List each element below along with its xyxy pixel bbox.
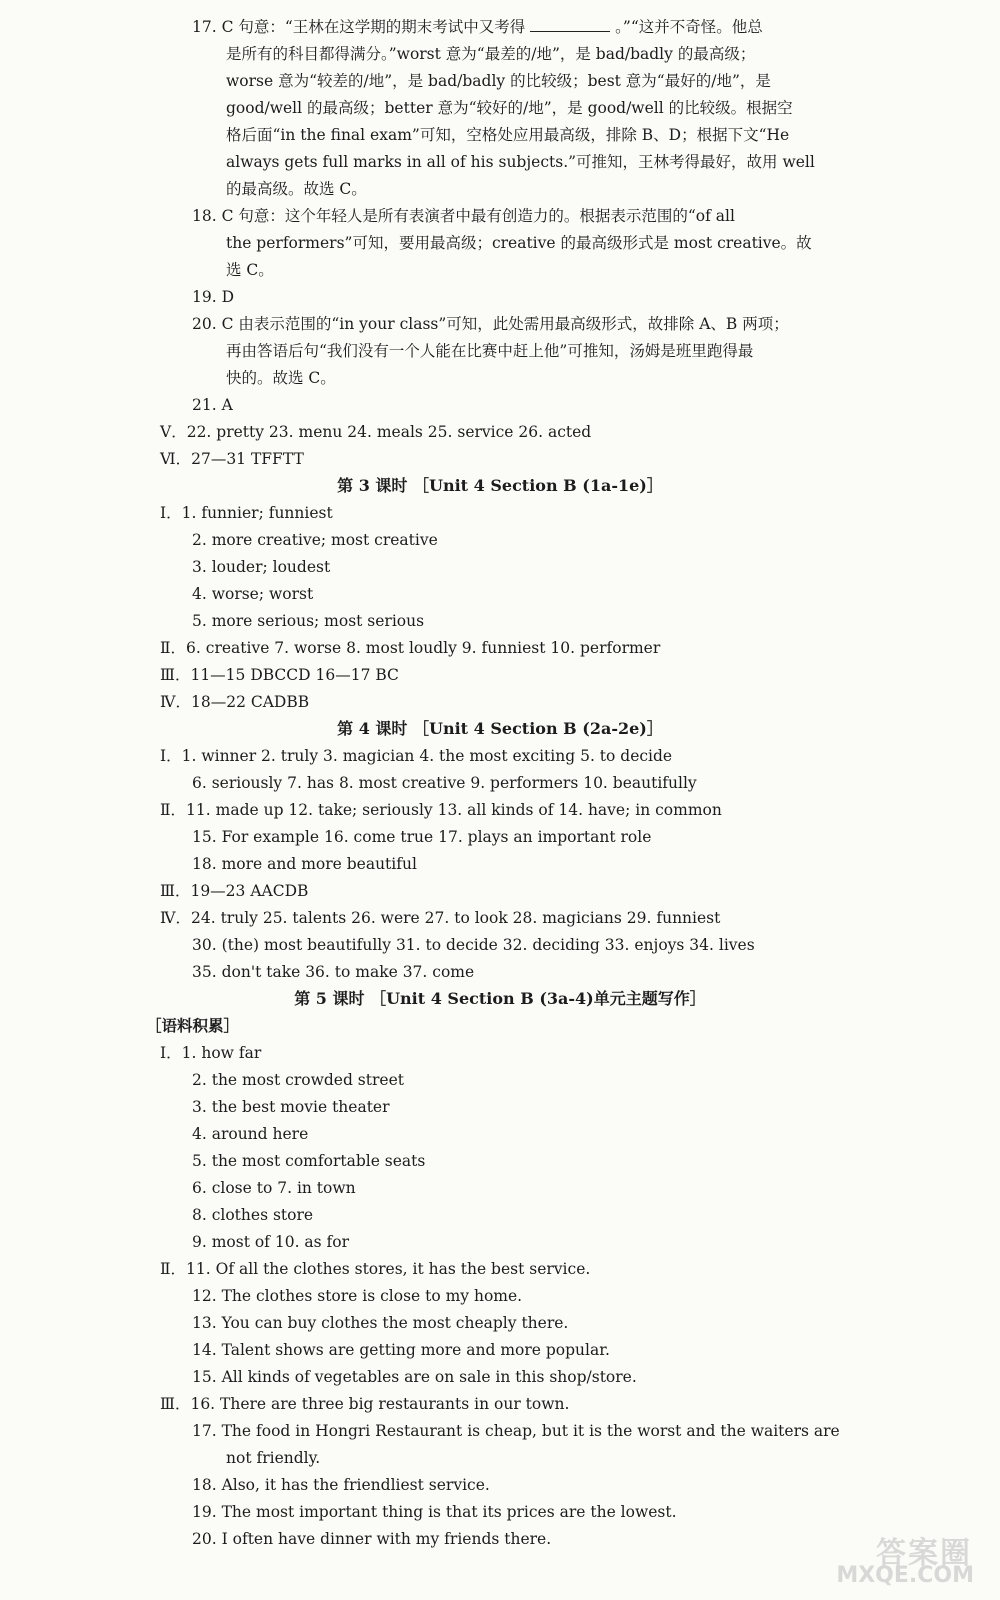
roman-numeral: Ⅲ．	[160, 882, 191, 900]
roman-numeral: Ⅰ．	[160, 1044, 182, 1062]
list-item: 6. creative 7. worse 8. most loudly 9. funniest 10. performer	[186, 639, 661, 657]
list-item: 12. The clothes store is close to my home.	[192, 1287, 523, 1305]
list-item: 13. You can buy clothes the most cheaply there.	[192, 1314, 569, 1332]
q17-text-b: 。”“这并不奇怪。他总	[615, 18, 763, 36]
list-item: 18. more and more beautiful	[192, 855, 417, 873]
lesson-5-title: 第 5 课时 ［Unit 4 Section B (3a-4)单元主题写作］	[294, 989, 706, 1008]
list-item: 18—22 CADBB	[191, 693, 310, 711]
roman-numeral: Ⅲ．	[160, 666, 191, 684]
list-item: 4. around here	[192, 1125, 309, 1143]
list-item: 1. how far	[181, 1044, 262, 1062]
q20-line-2: 再由答语后句“我们没有一个人能在比赛中赶上他”可推知，汤姆是班里跑得最	[226, 342, 754, 360]
list-item: 3. louder; loudest	[192, 558, 331, 576]
list-item: 14. Talent shows are getting more and more popular.	[192, 1341, 610, 1359]
q20-line-1: 20. C 由表示范围的“in your class”可知，此处需用最高级形式，故排除 A、B 两项；	[192, 315, 789, 333]
list-item: 6. seriously 7. has 8. most creative 9. performers 10. beautifully	[192, 774, 697, 792]
section-vi-answers: 27—31 TFFTT	[191, 450, 304, 468]
list-item: 20. I often have dinner with my friends there.	[192, 1530, 552, 1548]
list-item: 4. worse; worst	[192, 585, 314, 603]
roman-numeral: Ⅱ．	[160, 1260, 187, 1278]
list-item: 24. truly 25. talents 26. were 27. to look 28. magicians 29. funniest	[191, 909, 721, 927]
roman-numeral: Ⅴ．	[160, 423, 187, 441]
list-item: 9. most of 10. as for	[192, 1233, 350, 1251]
watermark-top-text: 答案圈	[876, 1536, 972, 1571]
list-item: 17. The food in Hongri Restaurant is cheap, but it is the worst and the waiters are	[192, 1422, 840, 1440]
q17-line-1	[192, 14, 763, 40]
list-item: 30. (the) most beautifully 31. to decide 32. deciding 33. enjoys 34. lives	[192, 936, 755, 954]
roman-numeral: Ⅲ．	[160, 1395, 191, 1413]
corpus-subhead: ［语料积累］	[146, 1016, 240, 1035]
q17-line-6: always gets full marks in all of his subjects.”可推知，王林考得最好，故用 well	[226, 153, 815, 171]
section-vi	[160, 446, 304, 472]
q21-line: 21. A	[192, 396, 233, 414]
section-v-answers: 22. pretty 23. menu 24. meals 25. service 26. acted	[186, 423, 592, 441]
q20-line-3: 快的。故选 C。	[226, 369, 336, 387]
lesson5-part-ii-row-1	[160, 1256, 590, 1282]
roman-numeral: Ⅰ．	[160, 504, 182, 522]
roman-numeral: Ⅱ．	[160, 639, 187, 657]
list-item: 1. winner 2. truly 3. magician 4. the most exciting 5. to decide	[181, 747, 673, 765]
answer-blank	[530, 17, 610, 32]
q17-text-a: 17. C 句意：“王林在这学期的期末考试中又考得	[192, 18, 526, 36]
roman-numeral: Ⅵ．	[160, 450, 192, 468]
lesson-4-title: 第 4 课时 ［Unit 4 Section B (2a-2e)］	[337, 719, 663, 738]
q18-line-3: 选 C。	[226, 261, 274, 279]
lesson3-part-iii	[160, 662, 399, 688]
watermark-bottom-text: MXQE.COM	[836, 1563, 974, 1588]
roman-numeral: Ⅳ．	[160, 693, 191, 711]
list-item: 2. more creative; most creative	[192, 531, 438, 549]
q17-line-4: good/well 的最高级；better 意为“较好的/地”，是 good/well 的比较级。根据空	[226, 99, 793, 117]
roman-numeral: Ⅱ．	[160, 801, 187, 819]
q17-line-2: 是所有的科目都得满分。”worst 意为“最差的/地”，是 bad/badly 的最高级；	[226, 45, 756, 63]
list-item: 19—23 AACDB	[190, 882, 309, 900]
roman-numeral: Ⅳ．	[160, 909, 191, 927]
lesson3-part-i-row-1	[160, 500, 333, 526]
lesson4-part-i-row-1	[160, 743, 672, 769]
list-item: 2. the most crowded street	[192, 1071, 404, 1089]
list-item: 19. The most important thing is that its prices are the lowest.	[192, 1503, 677, 1521]
q17-line-7: 的最高级。故选 C。	[226, 180, 367, 198]
lesson4-part-iii	[160, 878, 308, 904]
section-v	[160, 419, 591, 445]
list-item: 11. Of all the clothes stores, it has the best service.	[186, 1260, 591, 1278]
lesson5-part-i-row-1	[160, 1040, 261, 1066]
list-item: 15. For example 16. come true 17. plays an important role	[192, 828, 652, 846]
q17-line-3: worse 意为“较差的/地”，是 bad/badly 的比较级；best 意为“最好的/地”，是	[226, 72, 771, 90]
lesson-3-title: 第 3 课时 ［Unit 4 Section B (1a-1e)］	[337, 476, 663, 495]
list-item: 35. don't take 36. to make 37. come	[192, 963, 475, 981]
roman-numeral: Ⅰ．	[160, 747, 182, 765]
q18-line-1: 18. C 句意：这个年轻人是所有表演者中最有创造力的。根据表示范围的“of all	[192, 207, 735, 225]
lesson3-part-iv	[160, 689, 309, 715]
list-item-continuation: not friendly.	[226, 1449, 321, 1467]
list-item: 11—15 DBCCD 16—17 BC	[190, 666, 399, 684]
list-item: 8. clothes store	[192, 1206, 314, 1224]
list-item: 6. close to 7. in town	[192, 1179, 356, 1197]
watermark-logo	[818, 1528, 978, 1588]
q17-line-5: 格后面“in the final exam”可知，空格处应用最高级，排除 B、D；根据下文“He	[226, 126, 790, 144]
list-item: 11. made up 12. take; seriously 13. all kinds of 14. have; in common	[186, 801, 722, 819]
lesson4-part-iv-row-1	[160, 905, 720, 931]
list-item: 5. the most comfortable seats	[192, 1152, 426, 1170]
list-item: 16. There are three big restaurants in our town.	[190, 1395, 570, 1413]
lesson4-part-ii-row-1	[160, 797, 722, 823]
list-item: 15. All kinds of vegetables are on sale in this shop/store.	[192, 1368, 637, 1386]
q19-line: 19. D	[192, 288, 235, 306]
lesson3-part-ii	[160, 635, 660, 661]
list-item: 1. funnier; funniest	[181, 504, 333, 522]
list-item: 18. Also, it has the friendliest service.	[192, 1476, 490, 1494]
lesson5-part-iii-row-1	[160, 1391, 569, 1417]
list-item: 3. the best movie theater	[192, 1098, 390, 1116]
q18-line-2: the performers”可知，要用最高级；creative 的最高级形式是 most creative。故	[226, 234, 812, 252]
list-item: 5. more serious; most serious	[192, 612, 425, 630]
